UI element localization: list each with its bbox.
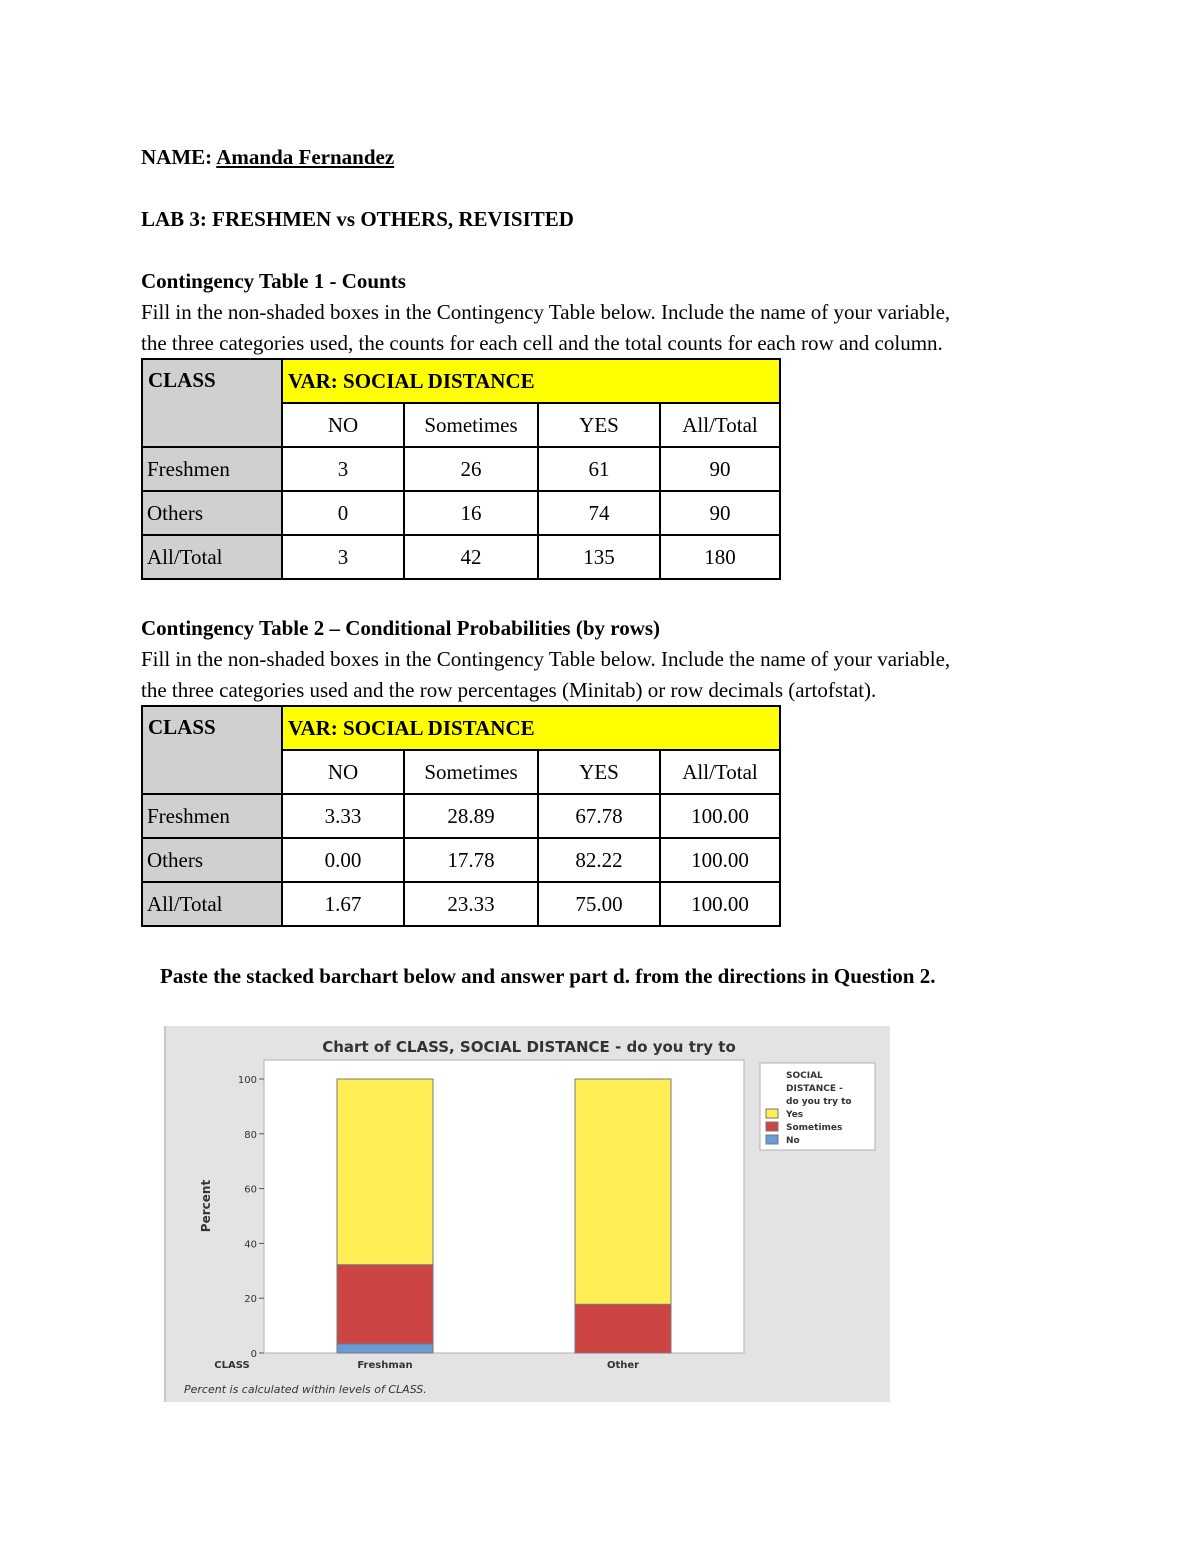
y-tick-label: 100 [237,1075,257,1086]
table-row [142,447,780,491]
x-axis-label: CLASS [214,1360,250,1371]
table-row [142,882,780,926]
legend-entry: Sometimes [786,1123,843,1133]
table2-instructions-2: the three categories used and the row percentages (Minitab) or row decimals (artofstat). [141,678,877,702]
table-cell: 0 [282,491,404,535]
legend-title: DISTANCE - [786,1084,843,1094]
contingency-table-counts [141,358,781,580]
student-name: Amanda Fernandez [216,145,395,169]
column-header: YES [538,750,660,794]
legend-entry: Yes [786,1110,804,1120]
y-axis-label: Percent [199,1179,213,1233]
chart-footnote: Percent is calculated within levels of CLASS. [184,1383,427,1396]
table-cell: 23.33 [404,882,538,926]
x-tick-label: Other [606,1360,640,1371]
table-cell: 3 [282,447,404,491]
row-label: All/Total [142,882,282,926]
column-header: All/Total [660,750,780,794]
table2-instructions-1: Fill in the non-shaded boxes in the Contingency Table below. Include the name of your variable, [141,647,951,671]
table2-heading: Contingency Table 2 – Conditional Probabilities (by rows) [141,616,661,640]
table-cell: 100.00 [660,882,780,926]
chart-title: Chart of CLASS, SOCIAL DISTANCE - do you try to [322,1038,736,1056]
row-label: Freshmen [142,447,282,491]
table-cell: 28.89 [404,794,538,838]
bar-segment-sometimes [337,1265,433,1344]
contingency-table-probabilities [141,705,781,927]
table1-instructions-2: the three categories used, the counts for each cell and the total counts for each row and column. [141,331,943,355]
table-row [142,794,780,838]
table-cell: 75.00 [538,882,660,926]
table-cell: 42 [404,535,538,579]
table1-heading: Contingency Table 1 - Counts [141,269,406,293]
y-tick-label: 60 [244,1184,257,1196]
variable-header-cell: VAR: SOCIAL DISTANCE [282,706,780,750]
table-cell: 74 [538,491,660,535]
table-cell: 61 [538,447,660,491]
legend-swatch-sometimes [766,1122,778,1131]
y-tick-label: 0 [250,1349,257,1360]
column-header: All/Total [660,403,780,447]
table-cell: 0.00 [282,838,404,882]
stacked-bar-chart-image [164,1026,890,1402]
table-cell: 1.67 [282,882,404,926]
column-header: YES [538,403,660,447]
table1-instructions-1: Fill in the non-shaded boxes in the Contingency Table below. Include the name of your variable, [141,300,951,324]
class-header-cell: CLASS [142,359,282,447]
y-tick-label: 20 [244,1294,257,1306]
table-cell: 16 [404,491,538,535]
legend-title: do you try to [786,1097,852,1107]
table-row [142,535,780,579]
table-cell: 135 [538,535,660,579]
table-cell: 26 [404,447,538,491]
table-cell: 100.00 [660,838,780,882]
table-cell: 3.33 [282,794,404,838]
name-line [141,143,394,171]
table-cell: 67.78 [538,794,660,838]
table-cell: 100.00 [660,794,780,838]
class-header-cell: CLASS [142,706,282,794]
bar-segment-yes [575,1079,671,1304]
row-label: Others [142,491,282,535]
plot-area [264,1060,744,1353]
paste-instruction: Paste the stacked barchart below and answer part d. from the directions in Question 2. [160,964,936,988]
bar-segment-no [337,1344,433,1353]
column-header: NO [282,403,404,447]
legend-entry: No [786,1136,800,1146]
table-cell: 17.78 [404,838,538,882]
table-row [142,838,780,882]
variable-header-cell: VAR: SOCIAL DISTANCE [282,359,780,403]
table-row [142,491,780,535]
table-cell: 90 [660,447,780,491]
x-tick-label: Freshman [357,1360,413,1371]
y-tick-label: 40 [244,1239,257,1251]
y-tick-label: 80 [244,1129,257,1141]
legend-title: SOCIAL [786,1071,823,1081]
column-header: Sometimes [404,403,538,447]
legend-swatch-no [766,1135,778,1144]
table-cell: 82.22 [538,838,660,882]
table-cell: 90 [660,491,780,535]
stacked-bar-chart [166,1026,890,1402]
row-label: All/Total [142,535,282,579]
table-cell: 180 [660,535,780,579]
column-header: Sometimes [404,750,538,794]
column-header: NO [282,750,404,794]
bar-segment-sometimes [575,1304,671,1353]
bar-segment-yes [337,1079,433,1265]
table-cell: 3 [282,535,404,579]
legend-swatch-yes [766,1109,778,1118]
lab-title: LAB 3: FRESHMEN vs OTHERS, REVISITED [141,207,574,231]
name-label: NAME: [141,145,213,169]
row-label: Freshmen [142,794,282,838]
row-label: Others [142,838,282,882]
